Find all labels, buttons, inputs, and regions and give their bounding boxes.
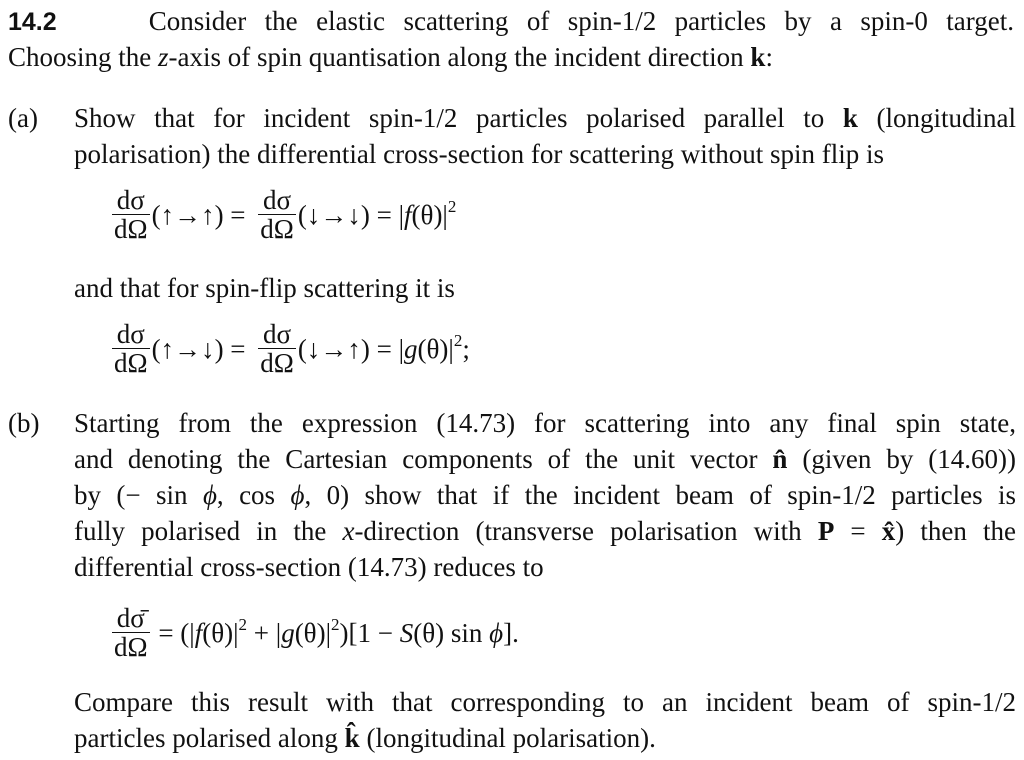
eq3-a: = (| xyxy=(158,617,195,648)
fraction-dsigma-domega xyxy=(258,186,296,243)
frac-numerator: dσ xyxy=(112,320,150,349)
eq3-end: ]. xyxy=(503,617,519,648)
fraction-dsigma-domega xyxy=(258,320,296,377)
part-a-line-1 xyxy=(74,100,1016,136)
equals: = xyxy=(834,516,882,546)
frac-numerator: dσ xyxy=(112,186,150,215)
eq3-phi: ϕ xyxy=(489,617,504,648)
part-b-text-b: (given by (14.60)) xyxy=(787,444,1016,474)
part-b-text-a: and denoting the Cartesian components of the unit vector xyxy=(74,444,773,474)
eq1-theta: (θ)| xyxy=(411,199,448,230)
equation-transverse-cross-section xyxy=(112,604,519,661)
fraction-dsigma-domega xyxy=(112,186,150,243)
part-a-mid-text: and that for spin-flip scattering it is xyxy=(74,273,455,303)
part-b-line-4 xyxy=(74,513,1016,549)
eq3-S: S xyxy=(399,617,414,648)
eq2-end: ; xyxy=(462,333,470,364)
eq3-b: (θ)| xyxy=(202,617,239,648)
intro-text-a: Choosing the xyxy=(8,42,159,72)
problem-intro-line-2 xyxy=(8,39,773,75)
part-b-line-2 xyxy=(74,441,1016,477)
frac-denominator: dΩ xyxy=(114,632,148,662)
frac-numerator: dσ xyxy=(258,186,296,215)
eq1-f: f xyxy=(404,199,412,230)
part-b-text-h: ) then the xyxy=(895,516,1017,546)
unit-vector-x: x̂ xyxy=(881,516,896,546)
part-b-line-5: differential cross-section (14.73) reduces to xyxy=(74,552,544,582)
eq3-rhs xyxy=(158,615,519,651)
part-b-line-6: Compare this result with that corresponding to an incident beam of spin-1/2 xyxy=(74,687,1016,717)
eq3-c: + | xyxy=(247,617,282,648)
intro-z: z xyxy=(158,42,169,72)
eq3-g: g xyxy=(281,617,295,648)
intro-k-vector: k xyxy=(750,42,766,72)
intro-colon: : xyxy=(765,42,773,72)
unit-vector-k: k̂ xyxy=(344,723,360,753)
frac-denominator: dΩ xyxy=(260,214,294,244)
problem-number: 14.2 xyxy=(8,8,57,36)
eq2-right xyxy=(298,331,470,367)
part-b-text-f: fully polarised in the xyxy=(74,516,343,546)
frac-denominator: dΩ xyxy=(114,214,148,244)
part-b-text-i: particles polarised along xyxy=(74,723,345,753)
part-a-k-vector: k xyxy=(842,103,858,133)
part-a-label: (a) xyxy=(8,103,38,133)
frac-numerator: dσ̄ xyxy=(112,604,150,633)
part-b-text-c: by (− sin xyxy=(74,480,203,510)
phi-1: ϕ xyxy=(202,480,217,510)
polarisation-vector-P: P xyxy=(817,516,835,546)
part-b-line-3 xyxy=(74,477,1016,513)
fraction-dsigmabar-domega xyxy=(112,604,150,661)
part-b-line-1: Starting from the expression (14.73) for scattering into any final spin state, xyxy=(74,408,1016,438)
phi-2: ϕ xyxy=(290,480,305,510)
eq3-h: (θ) sin xyxy=(413,617,490,648)
eq2-left: (↑→↓) = xyxy=(151,333,246,364)
problem-intro-text: Consider the elastic scattering of spin-1/2 particles by a spin-0 target. xyxy=(148,6,1014,36)
eq2-power: 2 xyxy=(453,330,463,350)
part-a-text-b: (longitudinal xyxy=(857,103,1016,133)
fraction-dsigma-domega xyxy=(112,320,150,377)
eq1-power: 2 xyxy=(447,196,457,216)
part-a-line-2: polarisation) the differential cross-section for scattering without spin flip is xyxy=(74,139,885,169)
intro-text-b: -axis of spin quantisation along the incident direction xyxy=(168,42,751,72)
frac-denominator: dΩ xyxy=(260,348,294,378)
eq1-left: (↑→↑) = xyxy=(151,199,246,230)
eq3-d: (θ)| xyxy=(294,617,332,648)
unit-vector-n: n̂ xyxy=(772,444,788,474)
eq3-f: f xyxy=(194,617,203,648)
frac-numerator: dσ xyxy=(258,320,296,349)
equation-no-spin-flip xyxy=(112,186,456,243)
part-b-text-g: -direction (transverse polarisation with xyxy=(354,516,818,546)
part-b-label: (b) xyxy=(8,408,40,438)
frac-denominator: dΩ xyxy=(114,348,148,378)
eq1-mid: (↓→↓) = | xyxy=(297,199,404,230)
eq1-right xyxy=(298,197,456,233)
eq2-g: g xyxy=(404,333,418,364)
equation-spin-flip xyxy=(112,320,470,377)
part-b-text-e: , 0) show that if the incident beam of spin-1/2 particles is xyxy=(304,480,1016,510)
eq2-mid: (↓→↑) = | xyxy=(297,333,404,364)
eq2-theta: (θ)| xyxy=(417,333,454,364)
part-b-text-j: (longitudinal polarisation). xyxy=(359,723,656,753)
eq3-p1: 2 xyxy=(238,614,248,634)
eq3-e: )[1 − xyxy=(339,617,400,648)
problem-intro-line-1 xyxy=(8,3,1014,40)
part-b-text-d: , cos xyxy=(216,480,291,510)
part-a-text-a: Show that for incident spin-1/2 particles polarised parallel to xyxy=(74,103,843,133)
x-direction: x xyxy=(342,516,355,546)
eq3-p2: 2 xyxy=(331,614,340,634)
part-b-line-7 xyxy=(74,720,656,756)
